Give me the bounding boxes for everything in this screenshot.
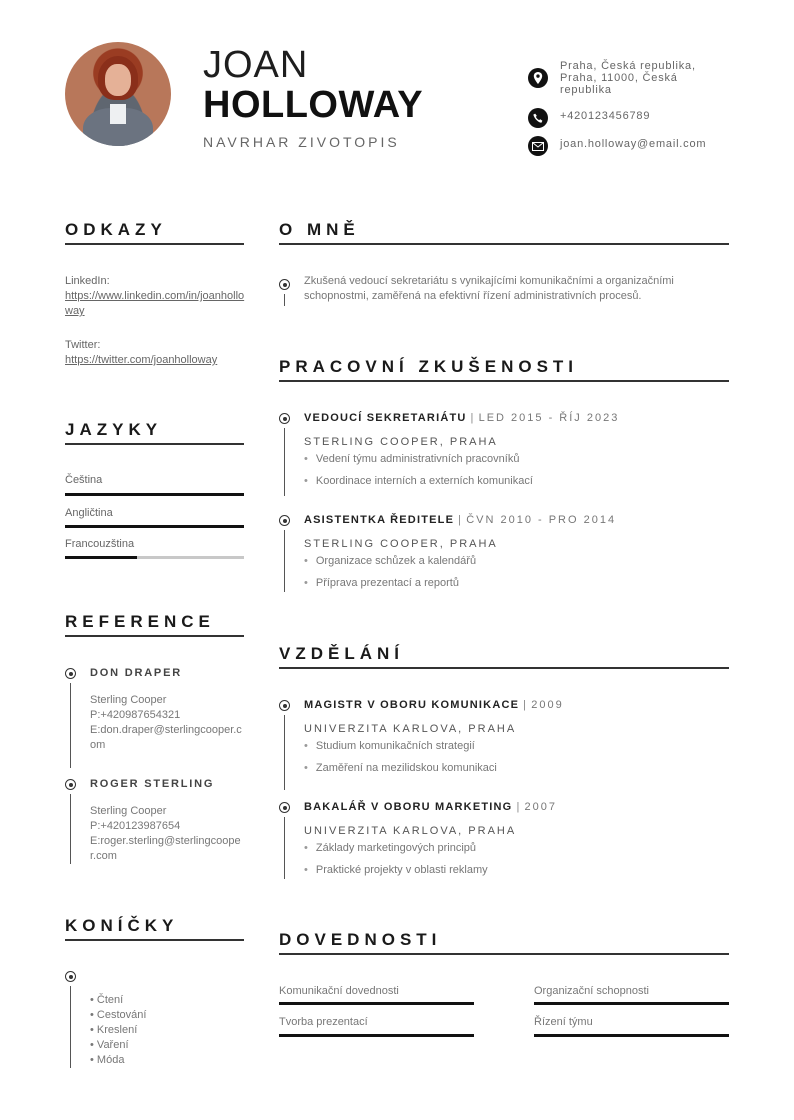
hobbies-heading: KONÍČKY: [65, 916, 179, 935]
education-school: UNIVERZITA KARLOVA, PRAHA: [304, 723, 517, 735]
hobby-item: • Cestování: [90, 1008, 146, 1023]
reference-name: DON DRAPER: [90, 667, 182, 679]
language-name: Angličtina: [65, 507, 113, 519]
job-separator: |: [458, 514, 463, 526]
education-separator: |: [523, 699, 528, 711]
timeline-line: [284, 817, 285, 879]
language-bar-fill: [65, 525, 244, 528]
hobby-item: • Móda: [90, 1053, 124, 1068]
education-rule: [279, 667, 729, 669]
job-bullet: • Koordinace interních a externích komunikací: [304, 475, 533, 487]
skill-name: Tvorba prezentací: [279, 1016, 368, 1028]
skill-bar: [534, 1034, 729, 1037]
skill-bar: [279, 1002, 474, 1005]
education-bullet: • Základy marketingových principů: [304, 842, 476, 854]
reference-name: ROGER STERLING: [90, 778, 215, 790]
job-dates: LED 2015 - ŘÍJ 2023: [478, 412, 620, 424]
education-title: [304, 699, 564, 711]
reference-company: Sterling Cooper: [90, 694, 167, 706]
reference-phone: P:+420987654321: [90, 709, 181, 721]
timeline-dot-icon: [279, 515, 290, 526]
contact-phone: +420123456789: [560, 110, 651, 122]
about-text: Zkušená vedoucí sekretariátu s vynikajícími komunikačními a organizačními schopnostmi, zaměřená na efektivní řízení administrativních procesů.: [304, 275, 674, 302]
education-bullet: • Studium komunikačních strategií: [304, 740, 475, 752]
job-title: [304, 412, 619, 424]
profile-photo: [65, 42, 171, 146]
envelope-icon: [528, 136, 548, 156]
skill-bar: [534, 1002, 729, 1005]
timeline-line: [284, 715, 285, 790]
job-separator: |: [470, 412, 475, 424]
about-heading: O MNĚ: [279, 220, 360, 239]
timeline-dot-icon: [279, 802, 290, 813]
education-separator: |: [516, 801, 521, 813]
hobby-item: • Čtení: [90, 993, 123, 1008]
skill-bar: [279, 1034, 474, 1037]
education-bullet: • Zaměření na mezilidskou komunikaci: [304, 762, 497, 774]
contact-address: Praha, Česká republika, Praha, 11000, Česká republika: [560, 60, 696, 96]
education-title: [304, 801, 557, 813]
link-twitter[interactable]: https://twitter.com/joanholloway: [65, 354, 218, 366]
language-bar: [65, 493, 244, 496]
timeline-dot-icon: [65, 779, 76, 790]
job-bullet: • Vedení týmu administrativních pracovníků: [304, 453, 519, 465]
links-heading: ODKAZY: [65, 220, 167, 239]
job-role: VEDOUCÍ SEKRETARIÁTU: [304, 412, 467, 424]
timeline-line: [284, 428, 285, 496]
hobby-item: • Vaření: [90, 1038, 129, 1053]
references-rule: [65, 635, 244, 637]
education-degree: BAKALÁŘ V OBORU MARKETING: [304, 801, 513, 813]
skill-name: Organizační schopnosti: [534, 985, 649, 997]
hobbies-rule: [65, 939, 244, 941]
link-linkedin[interactable]: https://www.linkedin.com/in/joanholloway: [65, 290, 245, 317]
reference-phone: P:+420123987654: [90, 820, 181, 832]
last-name: HOLLOWAY: [203, 84, 424, 126]
timeline-line: [284, 530, 285, 592]
hobby-item: • Kreslení: [90, 1023, 137, 1038]
job-company: STERLING COOPER, PRAHA: [304, 436, 498, 448]
timeline-dot-icon: [65, 668, 76, 679]
language-bar-fill: [65, 556, 137, 559]
subtitle: NAVRHAR ZIVOTOPIS: [203, 134, 400, 150]
reference-company: Sterling Cooper: [90, 805, 167, 817]
job-bullet: • Příprava prezentací a reportů: [304, 577, 459, 589]
first-name: JOAN: [203, 44, 309, 86]
timeline-line: [70, 794, 71, 864]
languages-rule: [65, 443, 244, 445]
language-bar: [65, 556, 244, 559]
education-year: 2007: [524, 801, 557, 813]
skills-rule: [279, 953, 729, 955]
links-rule: [65, 243, 244, 245]
job-company: STERLING COOPER, PRAHA: [304, 538, 498, 550]
job-dates: ČVN 2010 - PRO 2014: [466, 514, 617, 526]
about-rule: [279, 243, 729, 245]
language-bar-fill: [65, 493, 244, 496]
timeline-dot-icon: [65, 971, 76, 982]
language-name: Čeština: [65, 474, 103, 486]
timeline-dot-icon: [279, 413, 290, 424]
timeline-line: [70, 683, 71, 768]
timeline-dot-icon: [279, 700, 290, 711]
education-year: 2009: [531, 699, 564, 711]
map-pin-icon: [528, 68, 548, 88]
skills-heading: DOVEDNOSTI: [279, 930, 442, 949]
skill-name: Řízení týmu: [534, 1016, 593, 1028]
education-heading: VZDĚLÁNÍ: [279, 644, 404, 663]
reference-email: E:don.draper@sterlingcooper.com: [90, 724, 242, 751]
link-label-linkedin: LinkedIn:: [65, 275, 110, 287]
job-role: ASISTENTKA ŘEDITELE: [304, 514, 455, 526]
experience-heading: PRACOVNÍ ZKUŠENOSTI: [279, 357, 579, 376]
timeline-dot-icon: [279, 279, 290, 290]
job-title: [304, 514, 616, 526]
timeline-line: [284, 294, 285, 306]
reference-email: E:roger.sterling@sterlingcooper.com: [90, 835, 241, 862]
phone-icon: [528, 108, 548, 128]
education-degree: MAGISTR V OBORU KOMUNIKACE: [304, 699, 520, 711]
link-label-twitter: Twitter:: [65, 339, 101, 351]
job-bullet: • Organizace schůzek a kalendářů: [304, 555, 476, 567]
timeline-line: [70, 986, 71, 1068]
contact-email[interactable]: joan.holloway@email.com: [560, 138, 707, 150]
skill-name: Komunikační dovednosti: [279, 985, 399, 997]
language-bar: [65, 525, 244, 528]
education-bullet: • Praktické projekty v oblasti reklamy: [304, 864, 488, 876]
experience-rule: [279, 380, 729, 382]
references-heading: REFERENCE: [65, 612, 215, 631]
education-school: UNIVERZITA KARLOVA, PRAHA: [304, 825, 517, 837]
language-name: Francouzština: [65, 538, 135, 550]
languages-heading: JAZYKY: [65, 420, 163, 439]
